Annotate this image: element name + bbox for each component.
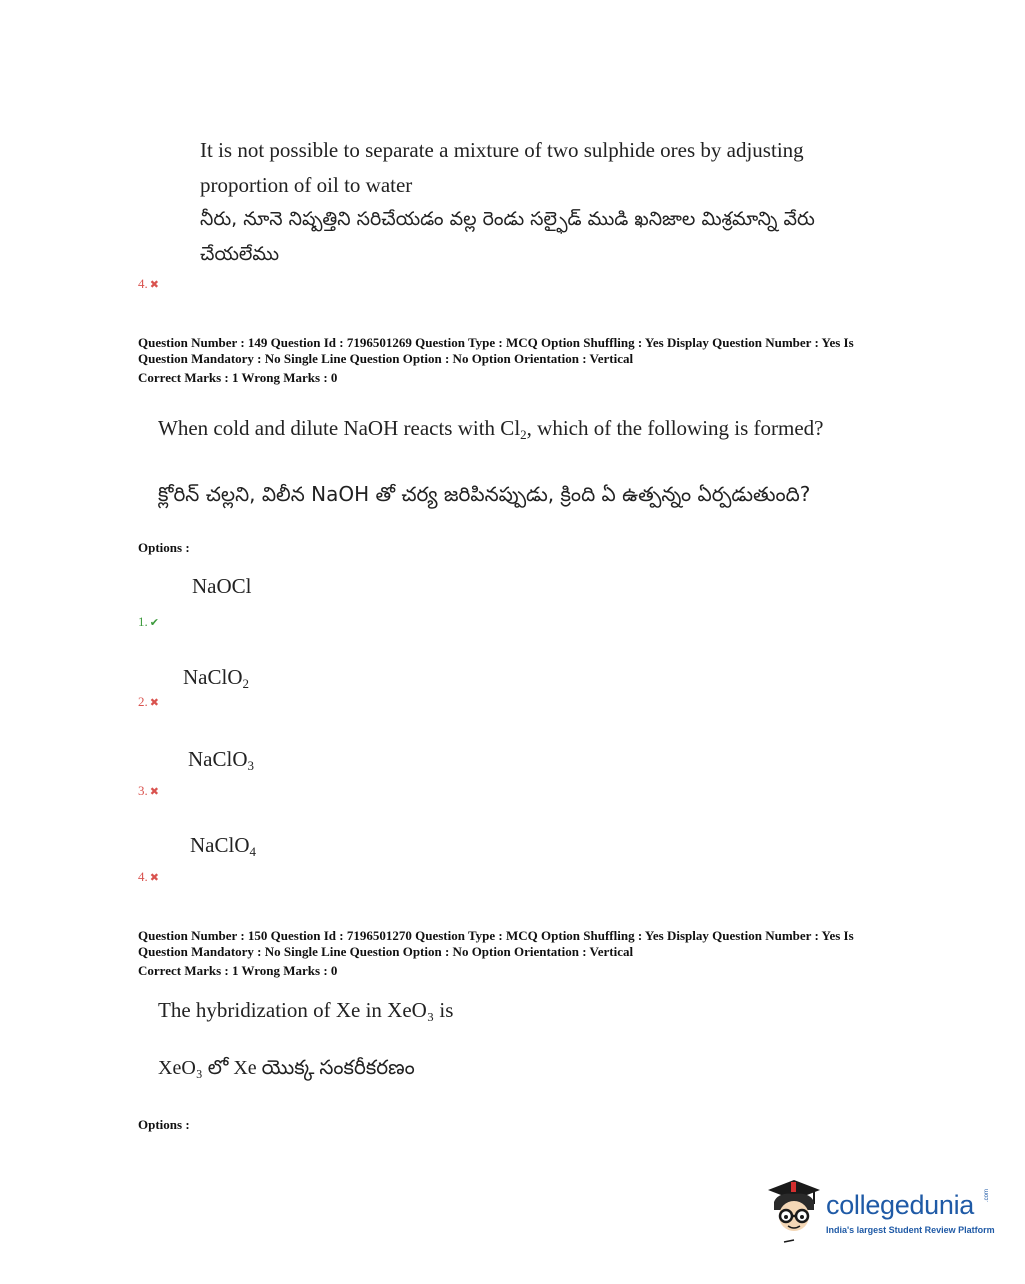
q149-option-1-text[interactable] xyxy=(192,574,252,599)
q149-option-4-marker xyxy=(138,869,159,885)
wrong-icon: ✖ xyxy=(149,278,159,291)
q148-telugu-line2: చేయలేము xyxy=(200,243,280,265)
q149-question-post: , which of the following is formed? xyxy=(526,416,824,440)
option-formula: NaClO xyxy=(183,665,243,689)
q149-option-1-marker xyxy=(138,614,159,630)
option-formula: NaClO xyxy=(190,833,250,857)
q150-meta-line2: Question Mandatory : No Single Line Question Option : No Option Orientation : Vertical xyxy=(138,944,634,959)
wrong-icon: ✖ xyxy=(149,785,159,798)
option-number: 1. xyxy=(138,614,148,629)
option-number: 2. xyxy=(138,694,148,709)
q149-meta xyxy=(138,335,854,386)
option-number: 4. xyxy=(138,869,148,884)
q150-meta-line1: Question Number : 150 Question Id : 7196501270 Question Type : MCQ Option Shuffling : Yes Display Question Number : Yes Is xyxy=(138,928,854,943)
option-formula-sub: 2 xyxy=(242,676,249,691)
q149-telugu-question: క్లోరిన్ చల్లని, విలీన NaOH తో చర్య జరిపినప్పుడు, క్రింది ఏ ఉత్పన్నం ఏర్పడుతుంది? xyxy=(158,482,811,506)
q149-meta-line2: Question Mandatory : No Single Line Question Option : No Option Orientation : Vertical xyxy=(138,351,634,366)
q149-option-2-text[interactable] xyxy=(183,665,249,692)
option-number: 3. xyxy=(138,783,148,798)
logo-com: .com xyxy=(984,1188,990,1202)
q149-option-3-text[interactable] xyxy=(188,747,254,774)
q148-option-4-marker xyxy=(138,276,159,292)
option-formula: NaOCl xyxy=(192,574,252,598)
q149-option-3-marker xyxy=(138,783,159,799)
q150-meta xyxy=(138,928,854,979)
option-formula-sub: 3 xyxy=(247,758,254,773)
q150-meta-line3: Correct Marks : 1 Wrong Marks : 0 xyxy=(138,963,338,978)
q149-meta-line1: Question Number : 149 Question Id : 7196501269 Question Type : MCQ Option Shuffling : Yes Display Question Number : Yes Is xyxy=(138,335,854,350)
q150-telugu-question: XeO₃ లో Xe యొక్క సంకరీకరణం xyxy=(158,1057,415,1079)
check-icon: ✔ xyxy=(149,616,159,629)
q148-english-line1: It is not possible to separate a mixture of two sulphide ores by adjusting xyxy=(200,138,804,162)
logo-tagline: India's largest Student Review Platform xyxy=(826,1225,995,1235)
graduate-mascot-icon xyxy=(764,1176,824,1246)
option-formula: NaClO xyxy=(188,747,248,771)
option-number: 4. xyxy=(138,276,148,291)
wrong-icon: ✖ xyxy=(149,871,159,884)
wrong-icon: ✖ xyxy=(149,696,159,709)
q150-question: The hybridization of Xe in XeO₃ is xyxy=(158,998,454,1022)
q149-question-sub: 2 xyxy=(520,427,527,442)
collegedunia-logo[interactable] xyxy=(764,1176,994,1248)
q149-options-label: Options : xyxy=(138,540,190,555)
q149-option-4-text[interactable] xyxy=(190,833,256,860)
q149-option-2-marker xyxy=(138,694,159,710)
logo-name: collegedunia xyxy=(826,1190,975,1220)
q150-options-label: Options : xyxy=(138,1117,190,1132)
q149-meta-line3: Correct Marks : 1 Wrong Marks : 0 xyxy=(138,370,338,385)
q148-telugu-line1: నీరు, నూనె నిష్పత్తిని సరిచేయడం వల్ల రెండు సల్ఫైడ్ ముడి ఖనిజాల మిశ్రమాన్ని వేరు xyxy=(200,208,815,230)
q149-question xyxy=(158,416,824,443)
option-formula-sub: 4 xyxy=(249,844,256,859)
q148-english-line2: proportion of oil to water xyxy=(200,173,413,197)
q149-question-pre: When cold and dilute NaOH reacts with Cl xyxy=(158,416,521,440)
